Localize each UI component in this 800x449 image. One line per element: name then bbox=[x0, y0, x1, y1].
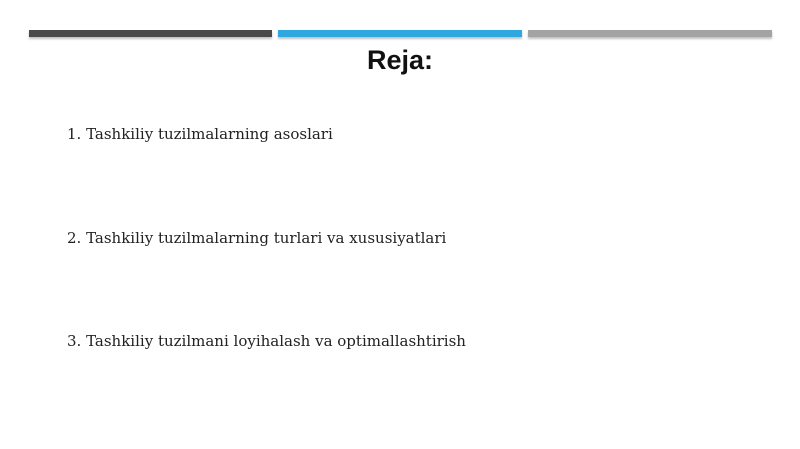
slide-title: Reja: bbox=[366, 45, 434, 75]
accent-bar-dark-gray bbox=[29, 30, 272, 37]
agenda-item-2: 2. Tashkiliy tuzilmalarning turlari va xususiyatlari bbox=[67, 229, 447, 247]
agenda-item-1: 1. Tashkiliy tuzilmalarning asoslari bbox=[67, 125, 333, 143]
accent-bar-blue bbox=[278, 30, 522, 37]
accent-bar-light-gray bbox=[528, 30, 772, 37]
agenda-item-3: 3. Tashkiliy tuzilmani loyihalash va optimallashtirish bbox=[67, 332, 466, 350]
top-accent-bars bbox=[29, 30, 772, 38]
